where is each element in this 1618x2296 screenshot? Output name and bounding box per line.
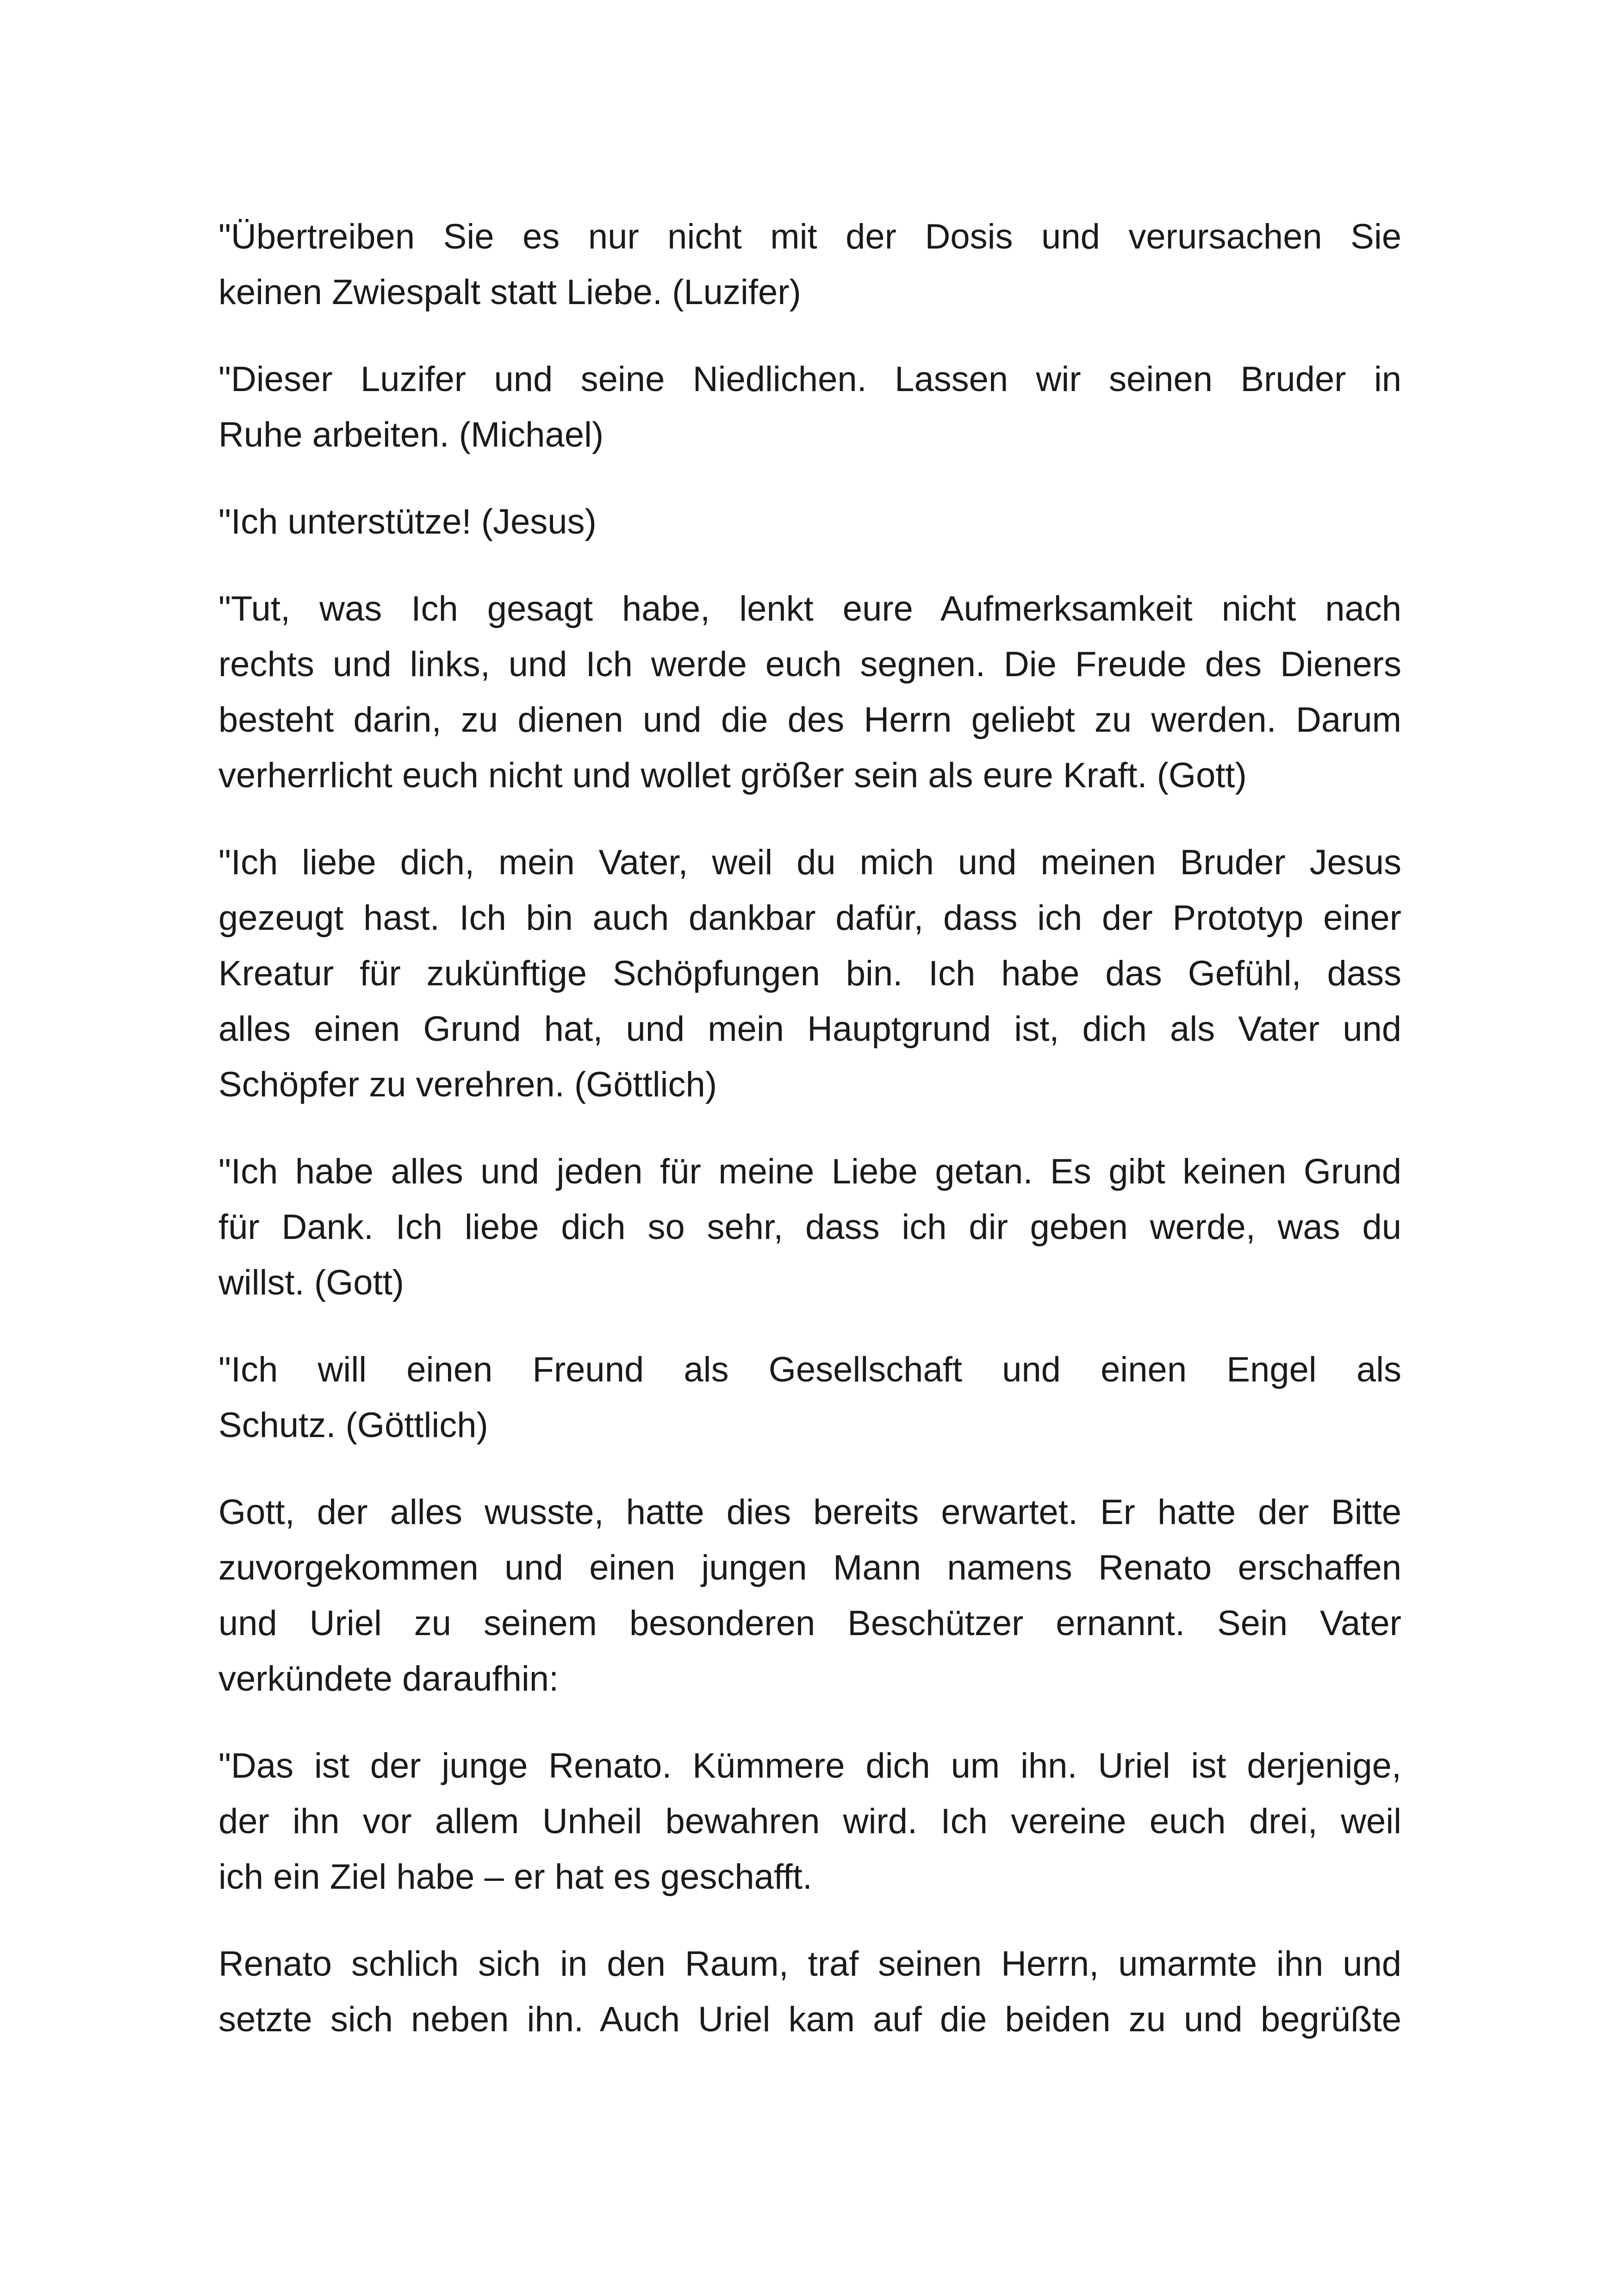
text-line: Schöpfer zu verehren. (Göttlich): [218, 1065, 717, 1104]
text-line: keinen Zwiespalt statt Liebe. (Luzifer): [218, 273, 801, 312]
paragraph-goettlich-1: [218, 835, 1401, 1113]
text-line: "Ich will einen Freund als Gesellschaft und einen Engel als: [218, 1350, 1401, 1389]
text-line: "Das ist der junge Renato. Kümmere dich um ihn. Uriel ist derjenige,: [218, 1746, 1401, 1786]
text-line: setzte sich neben ihn. Auch Uriel kam auf die beiden zu und begrüßte: [218, 2000, 1401, 2039]
text-line: "Dieser Luzifer und seine Niedlichen. Lassen wir seinen Bruder in: [218, 360, 1401, 399]
text-line: rechts und links, und Ich werde euch segnen. Die Freude des Dieners: [218, 645, 1401, 684]
text-line: "Ich habe alles und jeden für meine Liebe getan. Es gibt keinen Grund: [218, 1152, 1401, 1191]
paragraph-gott-2: [218, 1144, 1401, 1311]
text-line: und Uriel zu seinem besonderen Beschützer ernannt. Sein Vater: [218, 1604, 1401, 1643]
paragraph-goettlich-2: [218, 1342, 1401, 1453]
text-line: "Ich liebe dich, mein Vater, weil du mich und meinen Bruder Jesus: [218, 843, 1401, 882]
text-line: "Übertreiben Sie es nur nicht mit der Dosis und verursachen Sie: [218, 217, 1401, 256]
paragraph-luzifer-warning: [218, 209, 1401, 320]
text-line: verkündete daraufhin:: [218, 1659, 559, 1699]
text-line: Kreatur für zukünftige Schöpfungen bin. Ich habe das Gefühl, dass: [218, 954, 1401, 993]
text-line: ich ein Ziel habe – er hat es geschafft.: [218, 1857, 812, 1897]
text-line: "Ich unterstütze! (Jesus): [218, 502, 597, 541]
text-line: für Dank. Ich liebe dich so sehr, dass ich dir geben werde, was du: [218, 1207, 1401, 1247]
paragraph-narration-2: [218, 1936, 1401, 2047]
text-line: verherrlicht euch nicht und wollet größer sein als eure Kraft. (Gott): [218, 756, 1247, 795]
paragraph-michael: [218, 352, 1401, 463]
paragraph-narration-1: [218, 1485, 1401, 1707]
paragraph-jesus: [218, 494, 1401, 550]
body-text: [218, 209, 1401, 2079]
text-line: gezeugt hast. Ich bin auch dankbar dafür, dass ich der Prototyp einer: [218, 898, 1401, 938]
text-line: willst. (Gott): [218, 1263, 404, 1302]
text-line: Schutz. (Göttlich): [218, 1406, 488, 1445]
paragraph-renato-intro: [218, 1738, 1401, 1905]
text-line: "Tut, was Ich gesagt habe, lenkt eure Aufmerksamkeit nicht nach: [218, 589, 1401, 628]
text-line: zuvorgekommen und einen jungen Mann namens Renato erschaffen: [218, 1548, 1401, 1587]
text-line: alles einen Grund hat, und mein Hauptgrund ist, dich als Vater und: [218, 1009, 1401, 1049]
text-line: Gott, der alles wusste, hatte dies bereits erwartet. Er hatte der Bitte: [218, 1493, 1401, 1532]
text-line: Renato schlich sich in den Raum, traf seinen Herrn, umarmte ihn und: [218, 1944, 1401, 1984]
paragraph-gott-1: [218, 581, 1401, 803]
text-line: besteht darin, zu dienen und die des Herrn geliebt zu werden. Darum: [218, 700, 1401, 740]
text-line: Ruhe arbeiten. (Michael): [218, 415, 604, 454]
text-line: der ihn vor allem Unheil bewahren wird. Ich vereine euch drei, weil: [218, 1802, 1401, 1841]
